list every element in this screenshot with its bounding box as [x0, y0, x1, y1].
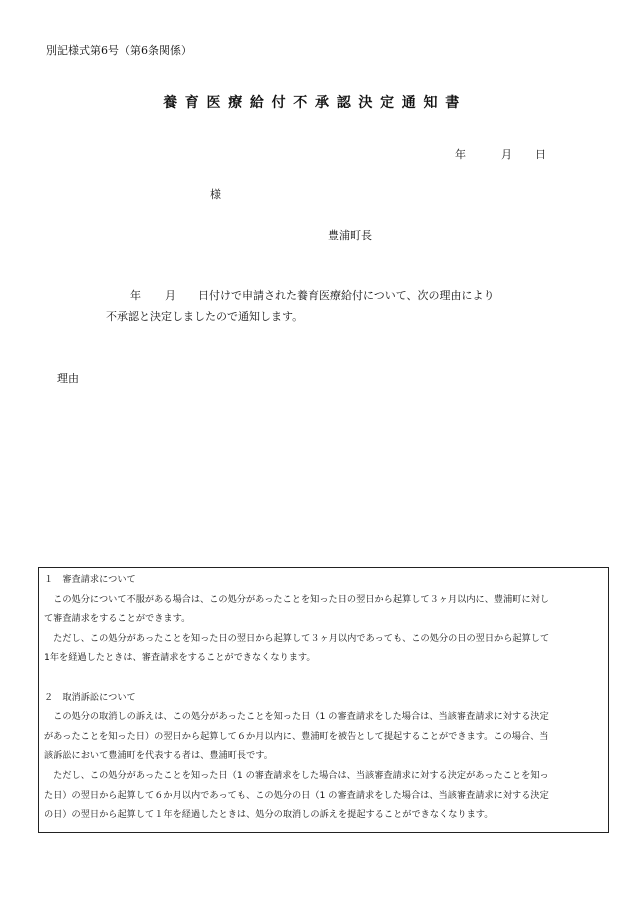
- body-year: 年: [130, 289, 141, 302]
- section-2-line: ただし、この処分があったことを知った日（1 の審査請求をした場合は、当該審査請求に対する決定があったことを知っ: [44, 769, 549, 781]
- appeal-notice-box: [38, 567, 609, 833]
- reason-label: 理由: [57, 372, 79, 385]
- issue-date: [455, 146, 546, 162]
- form-number: 別記様式第6号（第6条関係）: [46, 44, 192, 57]
- body-line-1-text: 日付けで申請された養育医療給付について、次の理由により: [198, 289, 495, 302]
- body-month: 月: [165, 289, 176, 302]
- section-1-line: ただし、この処分があったことを知った日の翌日から起算して３ヶ月以内であっても、この処分の日の翌日から起算して: [44, 632, 550, 644]
- section-1-line: て審査請求をすることができます。: [44, 613, 191, 625]
- section-2-line: の日）の翌日から起算して１年を経過したときは、処分の取消しの訴えを提起することができなくなります。: [44, 809, 494, 821]
- section-1-heading: １ 審査請求について: [44, 574, 136, 585]
- section-2-line: この処分の取消しの訴えは、この処分があったことを知った日（1 の審査請求をした場合は、当該審査請求に対する決定: [44, 711, 549, 723]
- section-1-line: この処分について不服がある場合は、この処分があったことを知った日の翌日から起算して３ヶ月以内に、豊浦町に対し: [44, 593, 550, 605]
- section-1-line: 1年を経過したときは、審査請求をすることができなくなります。: [44, 652, 316, 664]
- body-line-1: [130, 287, 495, 303]
- date-day: 日: [535, 148, 546, 161]
- section-2-line: た日）の翌日から起算して６か月以内であっても、この処分の日（1 の審査請求をした場合は、当該審査請求に対する決定: [44, 789, 549, 801]
- section-2-heading: ２ 取消訴訟について: [44, 691, 136, 703]
- date-year: 年: [455, 148, 466, 161]
- body-line-2: 不承認と決定しましたので通知します。: [106, 310, 304, 323]
- section-2-line: 該訴訟において豊浦町を代表する者は、豊浦町長です。: [44, 750, 273, 762]
- addressee: 様: [210, 188, 221, 201]
- section-spacer: [44, 668, 604, 688]
- document-title: 養育医療給付不承認決定通知書: [163, 95, 467, 111]
- section-2-line: があったことを知った日）の翌日から起算して６か月以内に、豊浦町を被告として提起することができます。この場合、当: [44, 730, 549, 742]
- issuer: 豊浦町長: [328, 229, 372, 242]
- date-month: 月: [501, 148, 512, 161]
